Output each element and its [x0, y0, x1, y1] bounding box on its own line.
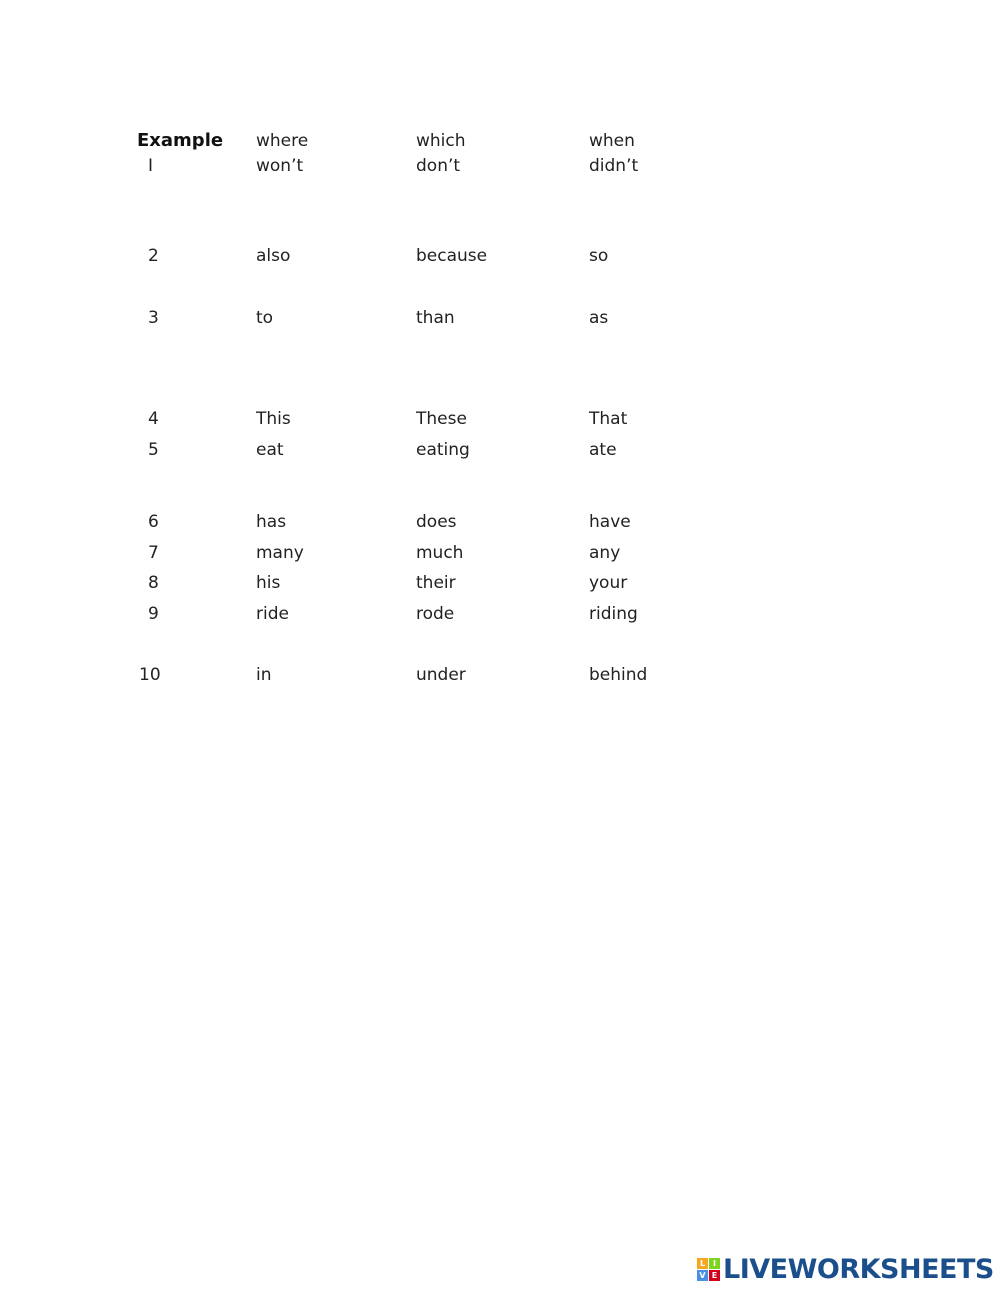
- brand-name: LIVEWORKSHEETS: [723, 1253, 994, 1285]
- question-row-3: [0, 307, 1000, 337]
- liveworksheets-logo: [697, 1252, 994, 1286]
- question-number: 3: [148, 308, 159, 328]
- question-row-10: [0, 664, 1000, 694]
- question-row-2: [0, 245, 1000, 275]
- option-a: many: [256, 543, 304, 563]
- option-b: which: [416, 131, 466, 151]
- option-b: much: [416, 543, 464, 563]
- question-row-6: [0, 511, 1000, 541]
- option-a: to: [256, 308, 274, 328]
- option-a: has: [256, 512, 287, 532]
- option-b: These: [416, 409, 467, 429]
- option-c: so: [589, 246, 609, 266]
- option-a: ride: [256, 604, 289, 624]
- option-a: his: [256, 573, 281, 593]
- option-a: This: [256, 409, 291, 429]
- logo-letter-v: V: [697, 1270, 708, 1281]
- option-b: their: [416, 573, 456, 593]
- logo-letter-e: E: [709, 1270, 720, 1281]
- question-row-9: [0, 603, 1000, 633]
- option-a: in: [256, 665, 272, 685]
- option-b: under: [416, 665, 466, 685]
- option-c: your: [589, 573, 628, 593]
- option-c: have: [589, 512, 631, 532]
- question-row-8: [0, 572, 1000, 602]
- option-b: does: [416, 512, 457, 532]
- option-c: any: [589, 543, 621, 563]
- option-c: riding: [589, 604, 638, 624]
- option-b: than: [416, 308, 455, 328]
- option-b: eating: [416, 440, 470, 460]
- question-row-7: [0, 542, 1000, 572]
- option-a: where: [256, 131, 309, 151]
- option-c: didn’t: [589, 156, 639, 176]
- question-number: 5: [148, 440, 159, 460]
- option-b: because: [416, 246, 488, 266]
- option-b: don’t: [416, 156, 461, 176]
- option-b: rode: [416, 604, 455, 624]
- option-c: behind: [589, 665, 648, 685]
- question-row-5: [0, 439, 1000, 469]
- question-row-1: [0, 155, 1000, 185]
- question-number: 9: [148, 604, 159, 624]
- question-number: 6: [148, 512, 159, 532]
- logo-letter-l: L: [697, 1258, 708, 1269]
- logo-letter-i: I: [709, 1258, 720, 1269]
- option-a: eat: [256, 440, 284, 460]
- option-c: That: [589, 409, 628, 429]
- logo-mark-icon: [697, 1258, 720, 1281]
- example-label: Example: [137, 130, 224, 151]
- question-row-4: [0, 408, 1000, 438]
- question-number: 10: [139, 665, 161, 685]
- question-number: 4: [148, 409, 159, 429]
- option-a: also: [256, 246, 291, 266]
- question-number: 8: [148, 573, 159, 593]
- question-number: I: [148, 156, 154, 176]
- option-c: when: [589, 131, 635, 151]
- question-number: 7: [148, 543, 159, 563]
- question-number: 2: [148, 246, 159, 266]
- option-c: ate: [589, 440, 617, 460]
- option-c: as: [589, 308, 609, 328]
- option-a: won’t: [256, 156, 304, 176]
